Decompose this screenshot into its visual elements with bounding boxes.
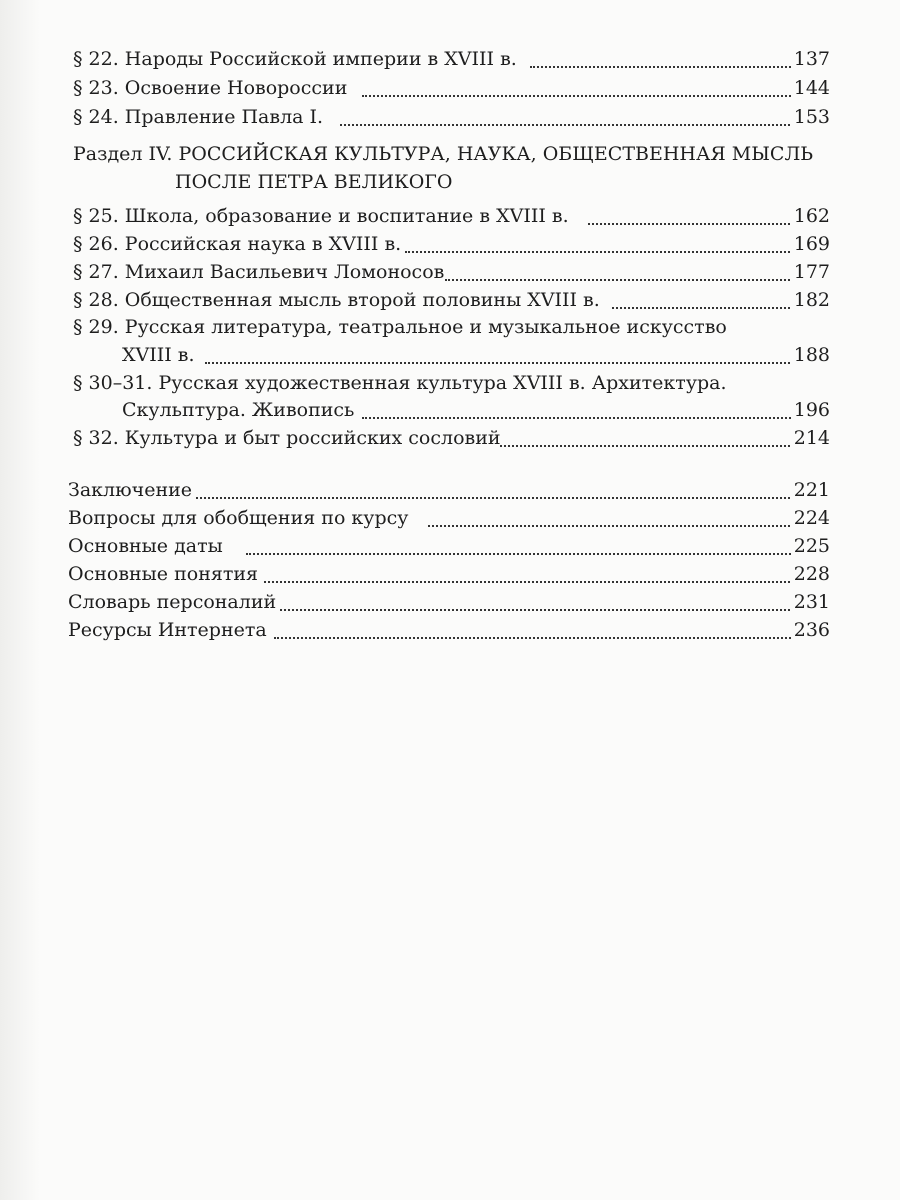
toc-entry-title: § 27. Михаил Васильевич Ломоносов [73,257,448,287]
toc-page-number: 214 [791,423,830,453]
toc-entry-title: Заключение [68,475,196,505]
toc-internet-resources[interactable] [0,615,900,645]
toc-entry-26[interactable] [0,229,900,259]
toc-page-number: 144 [791,73,830,103]
dot-leader [362,92,798,97]
toc-entry-title: § 30–31. Русская художественная культура XVIII в. Архитектура. [73,368,731,398]
toc-entry-title: § 22. Народы Российской империи в XVIII в. [73,44,521,74]
toc-page-number: 169 [791,229,830,259]
toc-key-dates[interactable] [0,531,900,561]
toc-key-concepts[interactable] [0,559,900,589]
toc-page-number: 182 [791,285,830,315]
toc-page-number: 225 [791,531,830,561]
toc-page-number: 228 [791,559,830,589]
toc-page-number: 153 [791,102,830,132]
toc-entry-continuation: XVIII в. [122,340,199,370]
dot-leader [205,359,798,364]
toc-entry-title: Основные даты [68,531,227,561]
dot-leader [362,414,798,419]
toc-entry-title: § 26. Российская наука в XVIII в. [73,229,405,259]
dot-leader [280,606,798,611]
dot-leader [500,442,798,447]
toc-page-number: 188 [791,340,830,370]
toc-conclusion[interactable] [0,475,900,505]
toc-entry-28[interactable] [0,285,900,315]
toc-entry-title: Основные понятия [68,559,262,589]
toc-entry-30-31-cont[interactable] [0,395,900,425]
toc-persons-glossary[interactable] [0,587,900,617]
toc-page-number: 137 [791,44,830,74]
toc-entry-title: Словарь персоналий [68,587,280,617]
section-heading-line1: Раздел IV. РОССИЙСКАЯ КУЛЬТУРА, НАУКА, ОБЩЕСТВЕННАЯ МЫСЛЬ [73,143,814,165]
toc-entry-title: Ресурсы Интернета [68,615,271,645]
section-heading-line2: ПОСЛЕ ПЕТРА ВЕЛИКОГО [175,171,453,193]
toc-page-number: 177 [791,257,830,287]
toc-entry-29-cont[interactable] [0,340,900,370]
dot-leader [196,494,798,499]
toc-review-questions[interactable] [0,503,900,533]
toc-page-number: 196 [791,395,830,425]
toc-page-number: 231 [791,587,830,617]
dot-leader [530,63,798,68]
section-heading [73,140,833,196]
toc-entry-32[interactable] [0,423,900,453]
dot-leader [274,634,798,639]
toc-entry-27[interactable] [0,257,900,287]
toc-entry-title: § 24. Правление Павла I. [73,102,327,132]
toc-entry-23[interactable] [0,73,900,103]
toc-page-number: 162 [791,201,830,231]
toc-entry-title: § 29. Русская литература, театральное и музыкальное искусство [73,312,731,342]
dot-leader [428,522,798,527]
toc-entry-22[interactable] [0,44,900,74]
toc-entry-29[interactable] [0,312,900,342]
toc-entry-24[interactable] [0,102,900,132]
dot-leader [246,550,798,555]
dot-leader [588,220,798,225]
dot-leader [340,121,798,126]
dot-leader [264,578,798,583]
dot-leader [405,248,798,253]
toc-entry-title: Вопросы для обобщения по курсу [68,503,412,533]
dot-leader [445,276,798,281]
toc-entry-30-31[interactable] [0,368,900,398]
toc-entry-title: § 32. Культура и быт российских сословий [73,423,505,453]
toc-entry-title: § 25. Школа, образование и воспитание в XVIII в. [73,201,573,231]
toc-page-number: 236 [791,615,830,645]
toc-page-number: 221 [791,475,830,505]
dot-leader [612,304,798,309]
toc-entry-25[interactable] [0,201,900,231]
toc-page-number: 224 [791,503,830,533]
toc-entry-continuation: Скульптура. Живопись [122,395,358,425]
toc-entry-title: § 28. Общественная мысль второй половины XVIII в. [73,285,604,315]
toc-entry-title: § 23. Освоение Новороссии [73,73,351,103]
